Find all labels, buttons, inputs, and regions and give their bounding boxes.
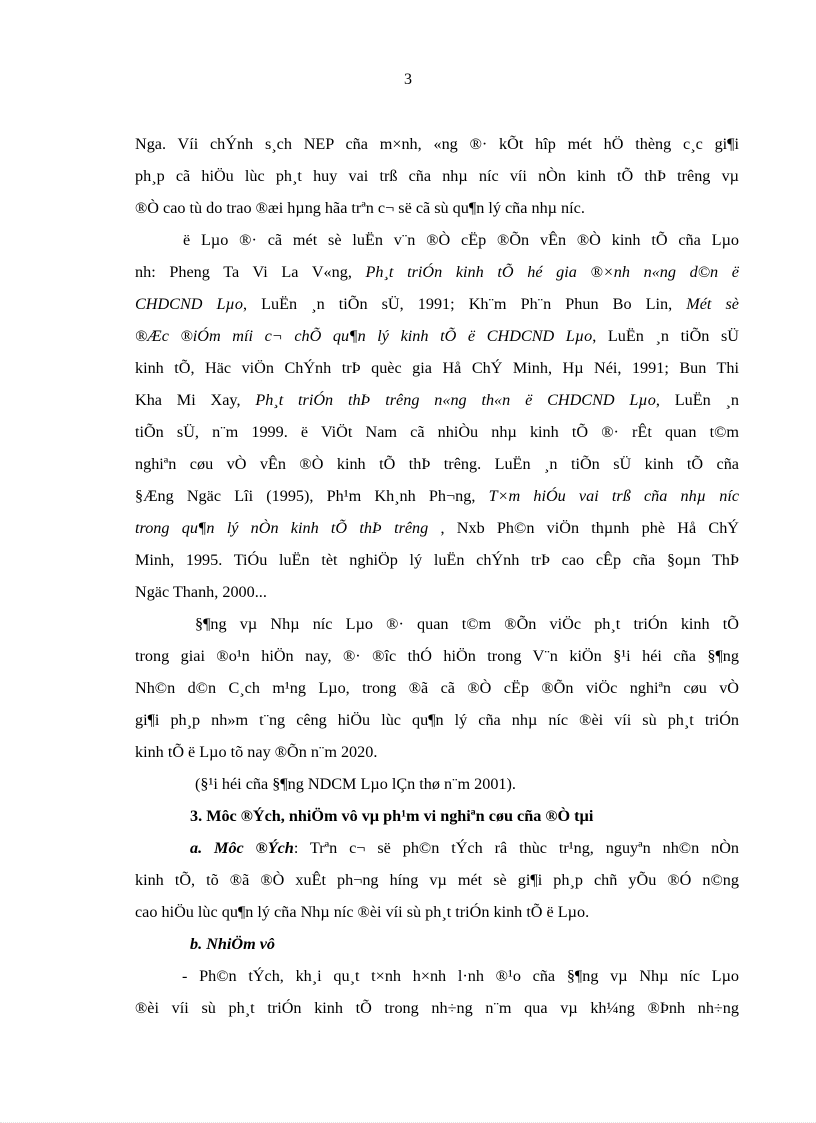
paragraph-line: ë Lµo ®· cã mét sè luËn v¨n ®Ò cËp ®Õn vÊn ®Ò kinh tÕ cña Lµo <box>183 231 739 249</box>
page-bottom-edge <box>0 1116 816 1123</box>
thesis-title: Ph¸t triÓn thÞ trêng n«ng th«n ë CHDCND Lµo <box>255 391 656 409</box>
paragraph-line: ph¸p cã hiÖu lùc ph¸t huy vai trß cña nhµ níc víi nÒn kinh tÕ thÞ trêng vµ <box>135 167 739 185</box>
paragraph-line: tiÕn sÜ, n¨m 1999. ë ViÖt Nam cã nhiÒu nhµ kinh tÕ ®· rÊt quan t©m <box>135 423 739 441</box>
line-text: §Æng Ngäc Lîi (1995), Ph¹m Kh¸nh Ph¬ng, <box>135 487 489 505</box>
paragraph-line: trong giai ®o¹n hiÖn nay, ®· ®îc thÓ hiÖn trong V¨n kiÖn §¹i héi cña §¶ng <box>135 647 739 665</box>
section-heading: 3. Môc ®Ých, nhiÖm vô vµ ph¹m vi nghiªn cøu cña ®Ò tµi <box>190 807 594 825</box>
subsection-heading: a. Môc ®Ých <box>190 839 294 857</box>
line-text: nh: Pheng Ta Vi La V«ng, <box>135 263 366 281</box>
thesis-title: T×m hiÓu vai trß cña nhµ níc <box>488 487 740 505</box>
paragraph-line: Minh, 1995. TiÓu luËn tèt nghiÖp lý luËn chÝnh trÞ cao cÊp cña §oµn ThÞ <box>135 551 739 569</box>
paragraph-line <box>190 836 739 860</box>
paragraph-line: Nga. Víi chÝnh s¸ch NEP cña m×nh, «ng ®· kÕt hîp mét hÖ thèng c¸c gi¶i <box>135 135 739 153</box>
paragraph-line: cao hiÖu lùc qu¶n lý cña Nhµ níc ®èi víi sù ph¸t triÓn kinh tÕ ë Lµo. <box>135 903 590 921</box>
paragraph-line <box>135 260 739 284</box>
line-text: : Trªn c¬ së ph©n tÝch râ thùc tr¹ng, nguyªn nh©n nÒn <box>293 839 739 857</box>
paragraph-line <box>135 388 739 412</box>
page-number: 3 <box>404 71 412 88</box>
thesis-title: Ph¸t triÓn kinh tÕ hé gia ®×nh n«ng d©n ë <box>365 263 739 281</box>
paragraph-line <box>135 484 739 508</box>
paragraph-line <box>135 292 739 316</box>
line-text: , LuËn ¸n tiÕn sÜ, 1991; Kh¨m Ph¨n Phun Bo Lin, <box>242 295 687 313</box>
citation-line: (§¹i héi cña §¶ng NDCM Lµo lÇn thø n¨m 2001). <box>195 775 516 793</box>
thesis-title: trong qu¶n lý nÒn kinh tÕ thÞ trêng <box>135 519 441 537</box>
paragraph-line: - Ph©n tÝch, kh¸i qu¸t t×nh h×nh l·nh ®¹o cña §¶ng vµ Nhµ níc Lµo <box>182 967 739 985</box>
paragraph-line: ®Ò cao tù do trao ®æi hµng hãa trªn c¬ së cã sù qu¶n lý cña nhµ níc. <box>135 199 585 217</box>
paragraph-line: ®èi víi sù ph¸t triÓn kinh tÕ trong nh÷ng n¨m qua vµ kh¼ng ®Þnh nh÷ng <box>135 999 739 1017</box>
paragraph-line: §¶ng vµ Nhµ níc Lµo ®· quan t©m ®Õn viÖc ph¸t triÓn kinh tÕ <box>195 615 739 633</box>
paragraph-line: Ngäc Thanh, 2000... <box>135 583 267 601</box>
paragraph-line <box>135 324 739 348</box>
paragraph-line: nghiªn cøu vÒ vÊn ®Ò kinh tÕ thÞ trêng. LuËn ¸n tiÕn sÜ kinh tÕ cña <box>135 455 739 473</box>
paragraph-line: gi¶i ph¸p nh»m t¨ng cêng hiÖu lùc qu¶n lý cña nhµ níc ®èi víi sù ph¸t triÓn <box>135 711 739 729</box>
line-text: , LuËn ¸n <box>655 391 739 409</box>
thesis-title: ®Æc ®iÓm míi c¬ chÕ qu¶n lý kinh tÕ ë CHDCND Lµo <box>135 327 593 345</box>
paragraph-line: kinh tÕ ë Lµo tõ nay ®Õn n¨m 2020. <box>135 743 378 761</box>
subsection-heading: b. NhiÖm vô <box>190 935 275 953</box>
paragraph-line <box>135 516 739 540</box>
thesis-title: Mét sè <box>686 295 739 313</box>
paragraph-line: kinh tÕ, tõ ®ã ®Ò xuÊt ph¬ng híng vµ mét sè gi¶i ph¸p chñ yÕu ®Ó n©ng <box>135 871 739 889</box>
line-text: Kha Mi Xay, <box>135 391 256 409</box>
paragraph-line: Nh©n d©n C¸ch m¹ng Lµo, trong ®ã cã ®Ò cËp ®Õn viÖc nghiªn cøu vÒ <box>135 679 739 697</box>
line-text: , LuËn ¸n tiÕn sÜ <box>592 327 739 345</box>
thesis-title: CHDCND Lµo <box>135 295 243 313</box>
line-text: , Nxb Ph©n viÖn thµnh phè Hå ChÝ <box>440 519 739 537</box>
paragraph-line: kinh tÕ, Häc viÖn ChÝnh trÞ quèc gia Hå ChÝ Minh, Hµ Néi, 1991; Bun Thi <box>135 359 739 377</box>
